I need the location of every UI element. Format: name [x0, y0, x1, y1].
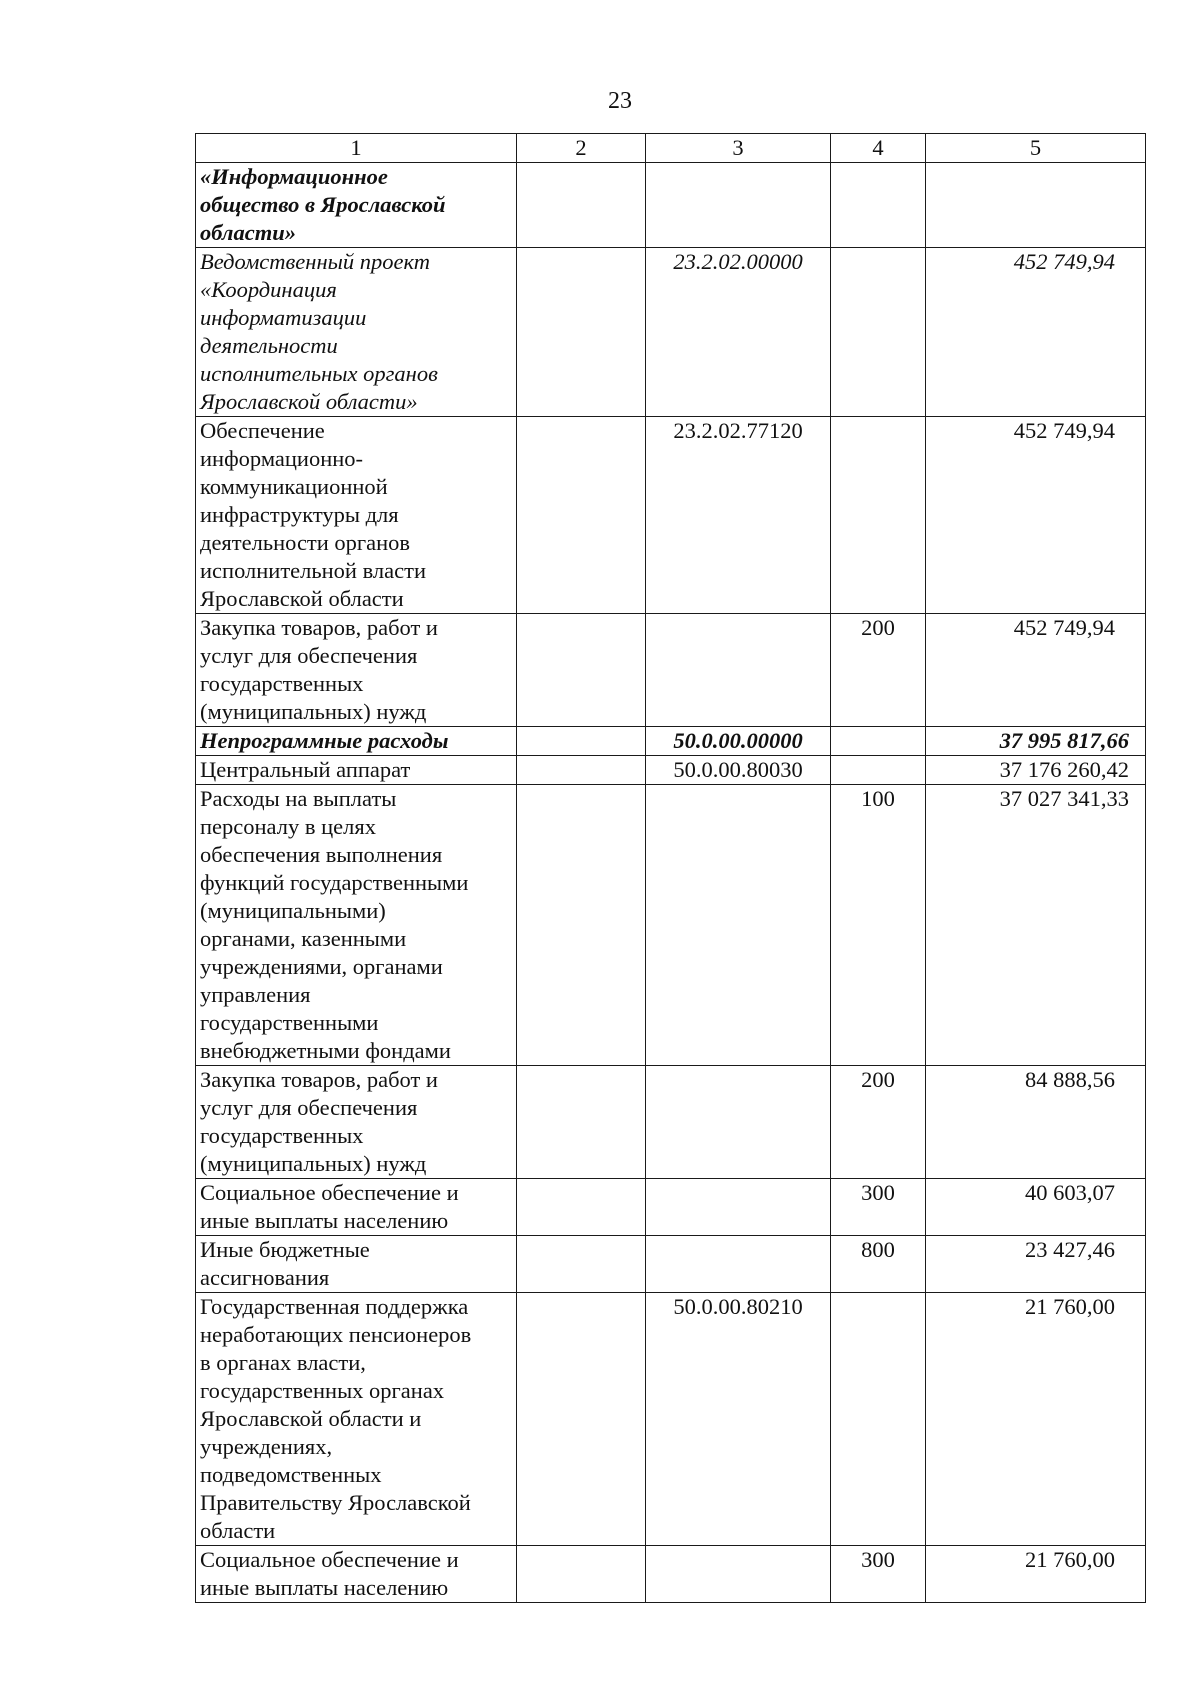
- table-row: [196, 1546, 1146, 1603]
- header-col-5: 5: [926, 134, 1146, 163]
- row-amount: 21 760,00: [926, 1546, 1146, 1603]
- row-type: [831, 417, 926, 614]
- row-col2: [517, 785, 646, 1066]
- row-type: 800: [831, 1236, 926, 1293]
- row-amount: 84 888,56: [926, 1066, 1146, 1179]
- page-number: 23: [608, 88, 632, 114]
- row-code: [646, 163, 831, 248]
- row-type: 200: [831, 1066, 926, 1179]
- row-type: [831, 756, 926, 785]
- table-row: [196, 1066, 1146, 1179]
- table-row: [196, 1293, 1146, 1546]
- row-code: [646, 614, 831, 727]
- row-col2: [517, 1293, 646, 1546]
- row-name: Расходы на выплаты персоналу в целях обеспечения выполнения функций государственными (муниципальными) органами, казенными учреждениями, органами управления государственными внебюджетными фондами: [196, 785, 517, 1066]
- row-name: Закупка товаров, работ и услуг для обеспечения государственных (муниципальных) нужд: [196, 614, 517, 727]
- row-code: 23.2.02.77120: [646, 417, 831, 614]
- row-type: 200: [831, 614, 926, 727]
- row-amount: 23 427,46: [926, 1236, 1146, 1293]
- row-col2: [517, 1236, 646, 1293]
- row-type: 100: [831, 785, 926, 1066]
- row-name: Непрограммные расходы: [196, 727, 517, 756]
- row-amount: 452 749,94: [926, 417, 1146, 614]
- table-row: [196, 163, 1146, 248]
- row-amount: 37 027 341,33: [926, 785, 1146, 1066]
- header-col-2: 2: [517, 134, 646, 163]
- row-amount: 37 176 260,42: [926, 756, 1146, 785]
- budget-table: [195, 133, 1146, 1603]
- row-code: [646, 1236, 831, 1293]
- row-code: 50.0.00.00000: [646, 727, 831, 756]
- row-name: Обеспечение информационно- коммуникационной инфраструктуры для деятельности органов исполнительной власти Ярославской области: [196, 417, 517, 614]
- row-amount: 21 760,00: [926, 1293, 1146, 1546]
- row-name: Социальное обеспечение и иные выплаты населению: [196, 1179, 517, 1236]
- row-type: 300: [831, 1546, 926, 1603]
- table-row: [196, 614, 1146, 727]
- row-col2: [517, 756, 646, 785]
- row-name: Социальное обеспечение и иные выплаты населению: [196, 1546, 517, 1603]
- header-col-3: 3: [646, 134, 831, 163]
- row-col2: [517, 248, 646, 417]
- row-type: [831, 727, 926, 756]
- row-amount: 40 603,07: [926, 1179, 1146, 1236]
- row-code: 23.2.02.00000: [646, 248, 831, 417]
- table-row: [196, 248, 1146, 417]
- row-col2: [517, 1179, 646, 1236]
- table-row: [196, 785, 1146, 1066]
- row-amount: 37 995 817,66: [926, 727, 1146, 756]
- row-name: «Информационное общество в Ярославской области»: [196, 163, 517, 248]
- row-col2: [517, 417, 646, 614]
- row-col2: [517, 614, 646, 727]
- row-amount: 452 749,94: [926, 614, 1146, 727]
- row-amount: [926, 163, 1146, 248]
- header-col-1: 1: [196, 134, 517, 163]
- row-name: Иные бюджетные ассигнования: [196, 1236, 517, 1293]
- row-col2: [517, 163, 646, 248]
- row-col2: [517, 1066, 646, 1179]
- table-row: [196, 1236, 1146, 1293]
- table-row: [196, 417, 1146, 614]
- row-code: 50.0.00.80210: [646, 1293, 831, 1546]
- table-row: [196, 756, 1146, 785]
- row-name: Закупка товаров, работ и услуг для обеспечения государственных (муниципальных) нужд: [196, 1066, 517, 1179]
- row-amount: 452 749,94: [926, 248, 1146, 417]
- table-row: [196, 1179, 1146, 1236]
- table-row: [196, 727, 1146, 756]
- row-code: [646, 1546, 831, 1603]
- header-col-4: 4: [831, 134, 926, 163]
- row-type: [831, 1293, 926, 1546]
- row-col2: [517, 727, 646, 756]
- row-name: Государственная поддержка неработающих пенсионеров в органах власти, государственных органах Ярославской области и учреждениях, подведомственных Правительству Ярославской области: [196, 1293, 517, 1546]
- row-col2: [517, 1546, 646, 1603]
- row-code: [646, 1179, 831, 1236]
- table-header-row: [196, 134, 1146, 163]
- row-code: [646, 1066, 831, 1179]
- row-type: [831, 163, 926, 248]
- row-type: 300: [831, 1179, 926, 1236]
- row-code: 50.0.00.80030: [646, 756, 831, 785]
- row-type: [831, 248, 926, 417]
- row-name: Ведомственный проект «Координация информатизации деятельности исполнительных органов Ярославской области»: [196, 248, 517, 417]
- row-name: Центральный аппарат: [196, 756, 517, 785]
- row-code: [646, 785, 831, 1066]
